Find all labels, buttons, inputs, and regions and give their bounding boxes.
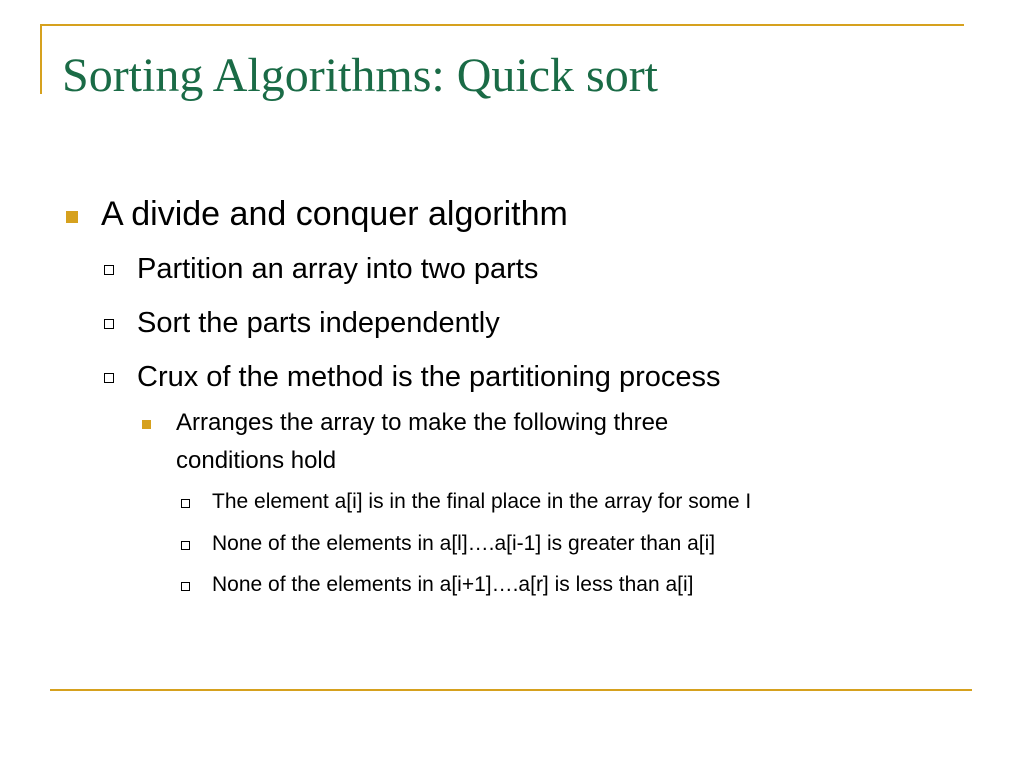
bottom-accent-rule <box>50 689 972 691</box>
bullet-text: None of the elements in a[l]….a[i-1] is greater than a[i] <box>212 532 716 555</box>
square-bullet-icon <box>66 211 78 223</box>
hollow-square-bullet-icon <box>104 265 114 275</box>
bullet-text-line-2: conditions hold <box>176 447 337 474</box>
bullet-text: The element a[i] is in the final place in the array for some I <box>212 490 752 513</box>
bullet-text: Partition an array into two parts <box>137 253 539 285</box>
hollow-square-bullet-icon <box>181 541 190 550</box>
bullet-text: Sort the parts independently <box>137 307 500 339</box>
hollow-square-bullet-icon <box>104 319 114 329</box>
hollow-square-bullet-icon <box>181 582 190 591</box>
hollow-square-bullet-icon <box>104 373 114 383</box>
bullet-text: A divide and conquer algorithm <box>101 195 568 233</box>
bullet-text-line-1: Arranges the array to make the following three <box>176 409 669 436</box>
square-bullet-icon <box>142 420 151 429</box>
slide-title: Sorting Algorithms: Quick sort <box>62 49 659 102</box>
hollow-square-bullet-icon <box>181 499 190 508</box>
bullet-text: Crux of the method is the partitioning process <box>137 361 721 393</box>
bullet-text: None of the elements in a[i+1]….a[r] is less than a[i] <box>212 573 694 596</box>
